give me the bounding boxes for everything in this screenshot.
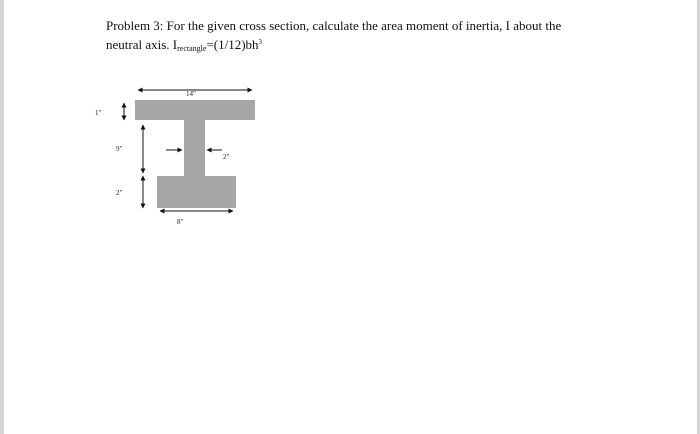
formula-body: =(1/12)bh	[206, 37, 259, 52]
bottom-width-label: 8"	[177, 218, 184, 226]
web	[184, 120, 205, 176]
problem-line-2-prefix: neutral axis. I	[106, 37, 178, 52]
web-width-label: 2"	[223, 153, 230, 161]
top-flange-thickness-label: 1"	[95, 109, 102, 117]
top-flange	[135, 100, 255, 120]
formula-superscript: 3	[258, 38, 263, 46]
top-width-label: 14"	[186, 90, 196, 98]
formula-subscript: rectangle	[177, 44, 207, 53]
web-height-label: 9"	[116, 145, 123, 153]
problem-line-1: Problem 3: For the given cross section, calculate the area moment of inertia, I about the	[106, 18, 562, 33]
bottom-flange-thickness-label: 2"	[116, 189, 123, 197]
bottom-flange	[157, 176, 236, 208]
